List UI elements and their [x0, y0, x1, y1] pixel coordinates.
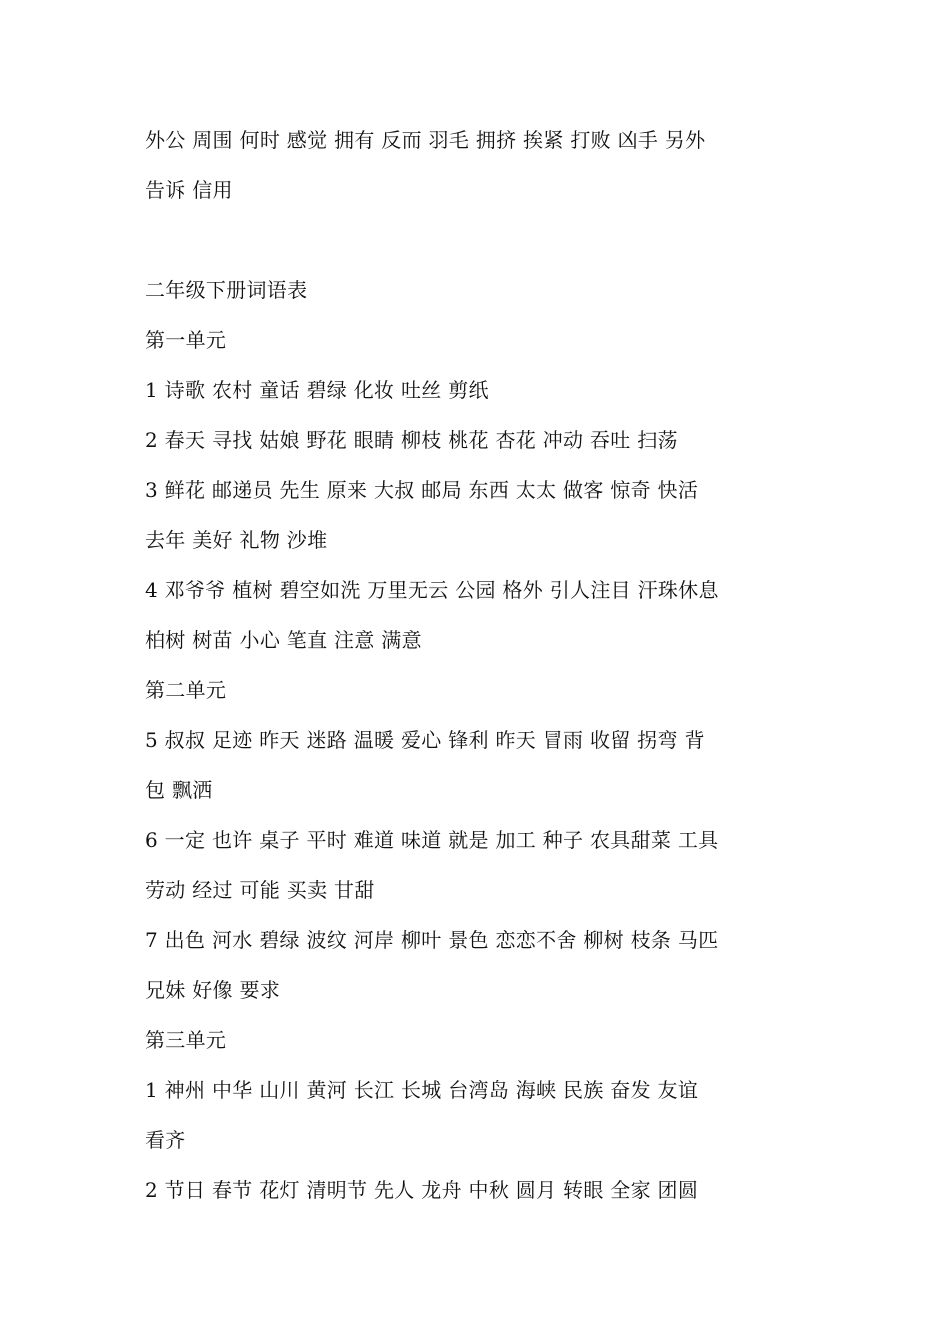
text-line: 5 叔叔 足迹 昨天 迷路 温暖 爱心 锋利 昨天 冒雨 收留 拐弯 背 — [145, 728, 705, 752]
unit-heading: 第一单元 — [145, 328, 227, 352]
text-line: 柏树 树苗 小心 笔直 注意 满意 — [145, 628, 422, 652]
text-line: 1 神州 中华 山川 黄河 长江 长城 台湾岛 海峡 民族 奋发 友谊 — [145, 1078, 699, 1102]
text-line: 2 节日 春节 花灯 清明节 先人 龙舟 中秋 圆月 转眼 全家 团圆 — [145, 1178, 699, 1202]
text-line: 1 诗歌 农村 童话 碧绿 化妆 吐丝 剪纸 — [145, 378, 489, 402]
text-line: 兄妹 好像 要求 — [145, 978, 281, 1002]
document-title: 二年级下册词语表 — [145, 278, 308, 302]
text-line: 劳动 经过 可能 买卖 甘甜 — [145, 878, 375, 902]
text-line: 看齐 — [145, 1128, 186, 1152]
unit-heading: 第二单元 — [145, 678, 227, 702]
unit-heading: 第三单元 — [145, 1028, 227, 1052]
text-line: 4 邓爷爷 植树 碧空如洗 万里无云 公园 格外 引人注目 汗珠休息 — [145, 578, 719, 602]
document-page — [145, 115, 815, 1215]
text-line: 7 出色 河水 碧绿 波纹 河岸 柳叶 景色 恋恋不舍 柳树 枝条 马匹 — [145, 928, 719, 952]
text-line: 包 飘洒 — [145, 778, 213, 802]
text-line: 外公 周围 何时 感觉 拥有 反而 羽毛 拥挤 挨紧 打败 凶手 另外 — [145, 128, 706, 152]
text-line: 去年 美好 礼物 沙堆 — [145, 528, 328, 552]
text-line: 3 鲜花 邮递员 先生 原来 大叔 邮局 东西 太太 做客 惊奇 快活 — [145, 478, 699, 502]
text-line: 2 春天 寻找 姑娘 野花 眼睛 柳枝 桃花 杏花 冲动 吞吐 扫荡 — [145, 428, 678, 452]
text-line: 6 一定 也许 桌子 平时 难道 味道 就是 加工 种子 农具甜菜 工具 — [145, 828, 719, 852]
blank-line — [145, 215, 815, 265]
text-line: 告诉 信用 — [145, 178, 233, 202]
